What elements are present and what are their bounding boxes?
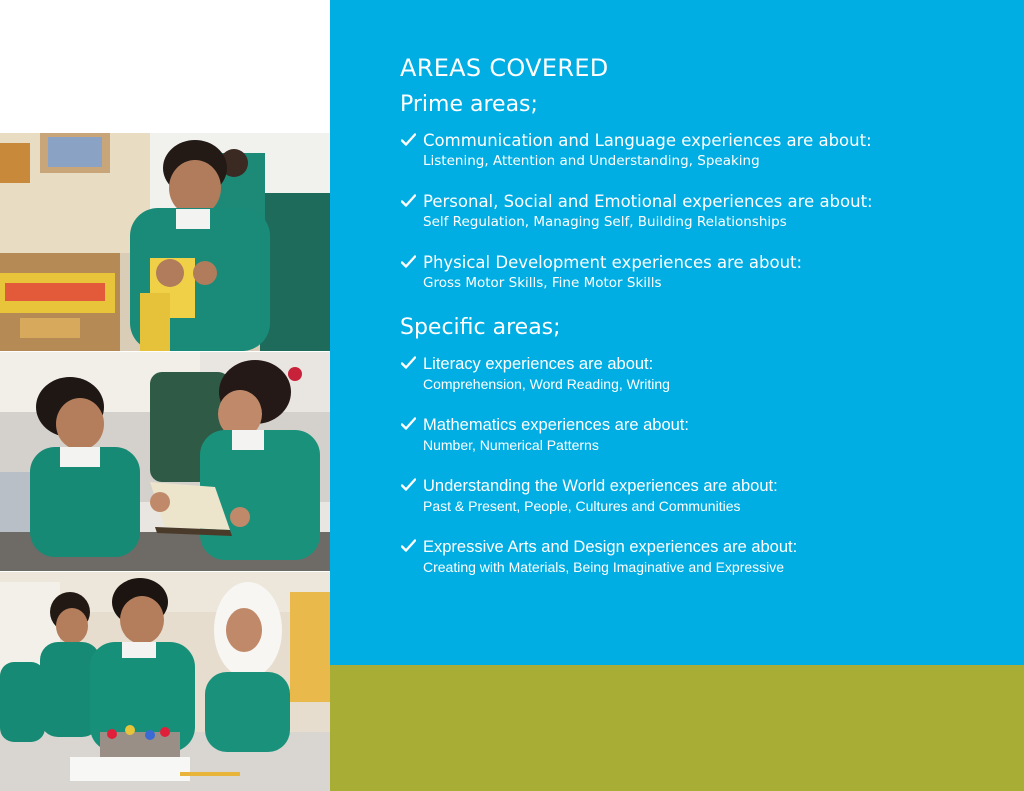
list-item (400, 191, 1000, 232)
item-heading: Physical Development experiences are about: (423, 253, 803, 272)
item-heading: Literacy experiences are about: (423, 355, 654, 373)
item-detail: Past & Present, People, Cultures and Communities (423, 498, 741, 514)
item-detail: Self Regulation, Managing Self, Building Relationships (423, 214, 787, 230)
specific-areas-section (400, 313, 1000, 577)
item-detail: Number, Numerical Patterns (423, 437, 599, 453)
item-heading: Mathematics experiences are about: (423, 416, 689, 434)
prime-areas-section (400, 90, 1000, 293)
item-heading: Communication and Language experiences are about: (423, 131, 872, 150)
list-item (400, 536, 1000, 577)
item-detail: Creating with Materials, Being Imaginative and Expressive (423, 559, 785, 575)
list-item (400, 130, 1000, 171)
prime-areas-heading: Prime areas; (400, 92, 538, 117)
item-detail: Comprehension, Word Reading, Writing (423, 376, 670, 392)
children-craft-activity-photo (0, 572, 330, 791)
child-playing-with-wooden-toy-photo (0, 133, 330, 351)
list-item (400, 252, 1000, 293)
footer-band (330, 665, 1024, 791)
checkmark-icon (401, 133, 416, 147)
list-item (400, 414, 1000, 455)
item-detail: Listening, Attention and Understanding, Speaking (423, 153, 760, 169)
item-heading: Understanding the World experiences are about: (423, 477, 778, 495)
checkmark-icon (401, 356, 416, 370)
photo-column (0, 0, 330, 791)
list-item (400, 353, 1000, 394)
item-heading: Expressive Arts and Design experiences are about: (423, 538, 798, 556)
item-detail: Gross Motor Skills, Fine Motor Skills (423, 275, 662, 291)
specific-areas-heading: Specific areas; (400, 315, 561, 340)
checkmark-icon (401, 194, 416, 208)
checkmark-icon (401, 255, 416, 269)
checkmark-icon (401, 478, 416, 492)
two-girls-reading-book-photo (0, 352, 330, 571)
list-item (400, 475, 1000, 516)
checkmark-icon (401, 417, 416, 431)
areas-covered-section (400, 52, 1000, 577)
item-heading: Personal, Social and Emotional experiences are about: (423, 192, 873, 211)
page-title: AREAS COVERED (400, 54, 609, 82)
checkmark-icon (401, 539, 416, 553)
